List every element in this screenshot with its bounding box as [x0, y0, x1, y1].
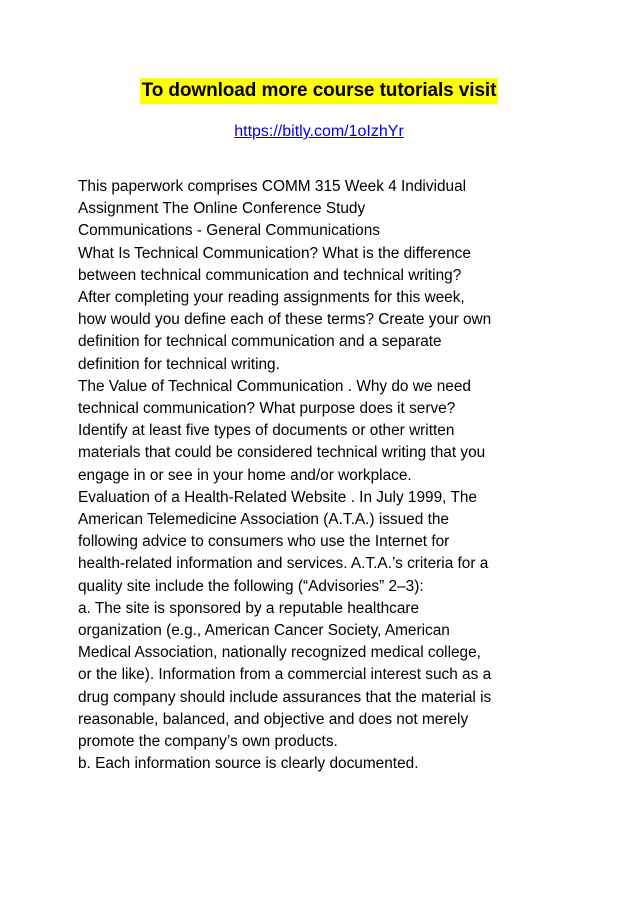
body-line: following advice to consumers who use the Internet for: [78, 533, 450, 551]
body-line: Communications - General Communications: [78, 222, 380, 240]
body-line: promote the company’s own products.: [78, 733, 338, 751]
body-line: materials that could be considered technical writing that you: [78, 444, 486, 462]
body-line: drug company should include assurances that the material is: [78, 688, 492, 706]
link-container: [0, 121, 638, 143]
heading-container: [0, 78, 638, 104]
body-line: how would you define each of these terms? Create your own: [78, 311, 492, 329]
body-line: organization (e.g., American Cancer Society, American: [78, 622, 450, 640]
body-line: or the like). Information from a commercial interest such as a: [78, 666, 492, 684]
body-line: The Value of Technical Communication . Why do we need: [78, 377, 471, 395]
body-line: a. The site is sponsored by a reputable healthcare: [78, 599, 420, 617]
body-line: Identify at least five types of documents or other written: [78, 422, 455, 440]
body-line: between technical communication and technical writing?: [78, 266, 462, 284]
body-line: b. Each information source is clearly documented.: [78, 755, 419, 773]
body-line: health-related information and services. A.T.A.’s criteria for a: [78, 555, 489, 573]
body-line: engage in or see in your home and/or workplace.: [78, 466, 412, 484]
body-line: After completing your reading assignments for this week,: [78, 289, 465, 307]
body-line: This paperwork comprises COMM 315 Week 4 Individual: [78, 178, 467, 195]
body-line: definition for technical writing.: [78, 355, 280, 373]
page-heading: To download more course tutorials visit: [140, 78, 499, 104]
body-text: [78, 176, 568, 775]
body-line: What Is Technical Communication? What is the difference: [78, 244, 471, 262]
body-line: Assignment The Online Conference Study: [78, 200, 366, 218]
body-line: technical communication? What purpose does it serve?: [78, 400, 456, 418]
body-line: quality site include the following (“Advisories” 2–3):: [78, 577, 424, 595]
tutorial-link[interactable]: https://bitly.com/1oIzhYr: [234, 123, 404, 140]
body-line: definition for technical communication and a separate: [78, 333, 442, 351]
body-line: reasonable, balanced, and objective and does not merely: [78, 710, 469, 728]
body-line: American Telemedicine Association (A.T.A.) issued the: [78, 511, 449, 529]
body-line: Evaluation of a Health-Related Website . In July 1999, The: [78, 488, 477, 506]
body-line: Medical Association, nationally recognized medical college,: [78, 644, 481, 662]
